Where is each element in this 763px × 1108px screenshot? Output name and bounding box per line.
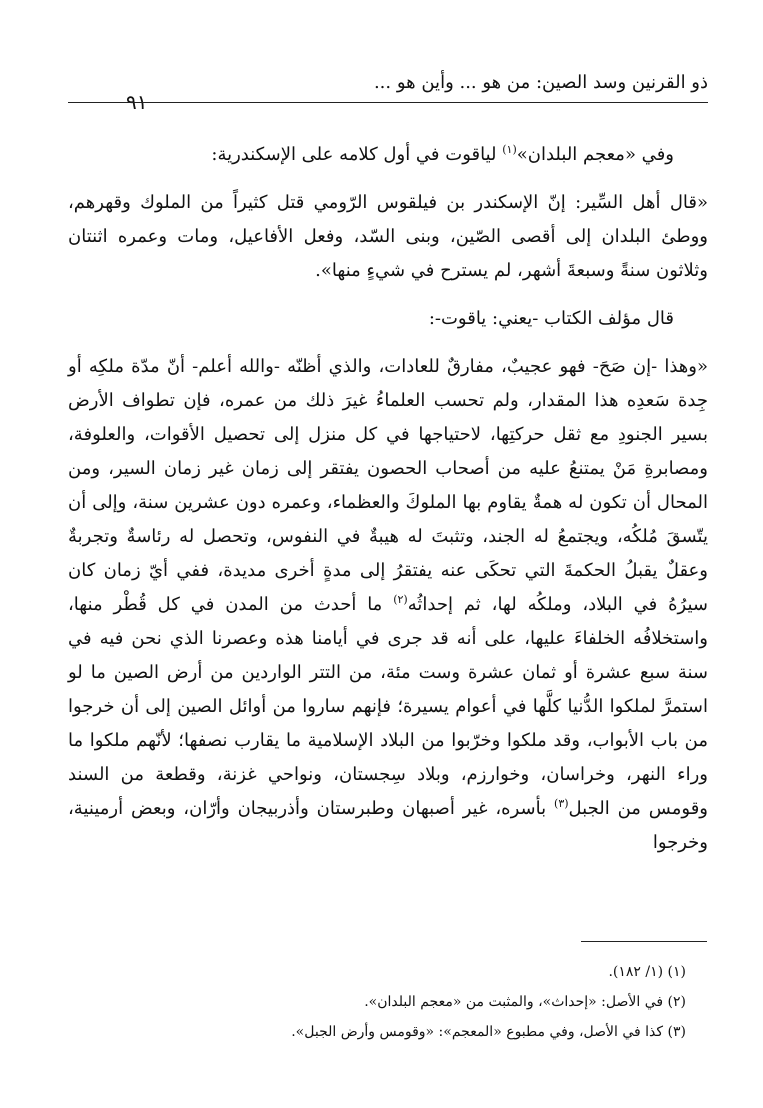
footnote-1: (١) (١/ ١٨٢). <box>608 964 686 980</box>
footnote-3: (٣) كذا في الأصل، وفي مطبوع «المعجم»: «وقومس وأرض الجبل». <box>291 1024 686 1040</box>
running-header <box>70 68 708 114</box>
running-title: ذو القرنين وسد الصين: من هو ... وأين هو ... <box>373 72 708 93</box>
footnote-2: (٢) في الأصل: «إحداث»، والمثبت من «معجم البلدان». <box>364 994 686 1010</box>
quote-part-3: بأسره، غير أصبهان وطبرستان وأذربيجان وأرّان، وبعض أرمينية، وخرجوا <box>68 798 708 853</box>
page-number: ٩١ <box>118 92 155 112</box>
intro-text-end: لياقوت في أول كلامه على الإسكندرية: <box>211 144 503 165</box>
quote-part-2: ما أحدث من المدن في كل قُطْر منها، واستخلافُه الخلفاءَ عليها، على أنه قد جرى في أيامنا هذه وعصرنا الذي نحن فيه في سنة سبع عشرة أو ثمان عشرة وست مئة، من التتر الواردين من أرض الصين ما لو استمرَّ لملكوا الدُّنيا كلَّها في أعوام يسيرة؛ فإنهم ساروا من أوائل الصين إلى أن خرجوا من باب الأبواب، وقد ملكوا وخرّبوا من البلاد الإسلامية ما يقارب نصفها؛ لأنّهم ملكوا ما وراء النهر، وخراسان، وخوارزم، وبلاد سِجستان، ونواحي غزنة، وقطعة من السند وقومس من الجبل <box>68 594 708 819</box>
footnote-ref-2: (٢) <box>393 593 408 606</box>
footnote-ref-1: (١) <box>502 143 517 156</box>
paragraph-quote-yaqut <box>68 350 708 860</box>
paragraph-intro <box>68 138 708 172</box>
main-text <box>68 138 708 874</box>
quote-part-1: «وهذا -إن صَحَ- فهو عجيبٌ، مفارقٌ للعادات، والذي أظنّه -والله أعلم- أنّ مدّة ملكِه أو جِدة سَعدِه هذا المقدار، ولم تحسب العلماءُ غيرَ ذلك من عمره، فإن تطواف الأرض بسير الجنودِ مع ثقل حركتِها، لاحتياجها في كل منزل إلى تحصيل الأقوات، والعلوفة، ومصابرةِ مَنْ يمتنعُ عليه من أصحاب الحصون يفتقر إلى زمان غير زمان السير، ومن المحال أن تكون له همةٌ يقاوم بها الملوكَ والعظماء، وعمره دون عشرين سنة، وإلى أن يتّسقَ مُلكُه، ويجتمعُ له الجند، وتثبتَ له هيبةٌ في النفوس، وتحصل له رئاسةٌ وتجربةٌ وعقلٌ يقبلُ الحكمةَ التي تحكَى عنه يفتقرُ إلى مدةٍ أخرى مديدة، ففي أيّ زمان كان سيرُهُ في البلاد، وملكُه لها، ثم إحداثُه <box>68 356 708 615</box>
paragraph-author-note: قال مؤلف الكتاب -يعني: ياقوت-: <box>428 308 674 329</box>
footnote-rule <box>581 941 707 942</box>
footnotes <box>68 957 708 1047</box>
footnote-ref-3: (٣) <box>554 797 569 810</box>
page-number-dash <box>68 102 168 103</box>
intro-text: وفي «معجم البلدان» <box>516 144 674 165</box>
paragraph-quote-siyar: «قال أهل السِّير: إنّ الإسكندر بن فيلقوس الرّومي قتل كثيراً من الملوك وقهرهم، ووطئ البلدان إلى أقصى الصّين، وبنى السّد، وفعل الأفاعيل، ومات وعمره اثنتان وثلاثون سنةً وسبعةَ أشهر، لم يسترح في شيءٍ منها». <box>68 192 708 281</box>
